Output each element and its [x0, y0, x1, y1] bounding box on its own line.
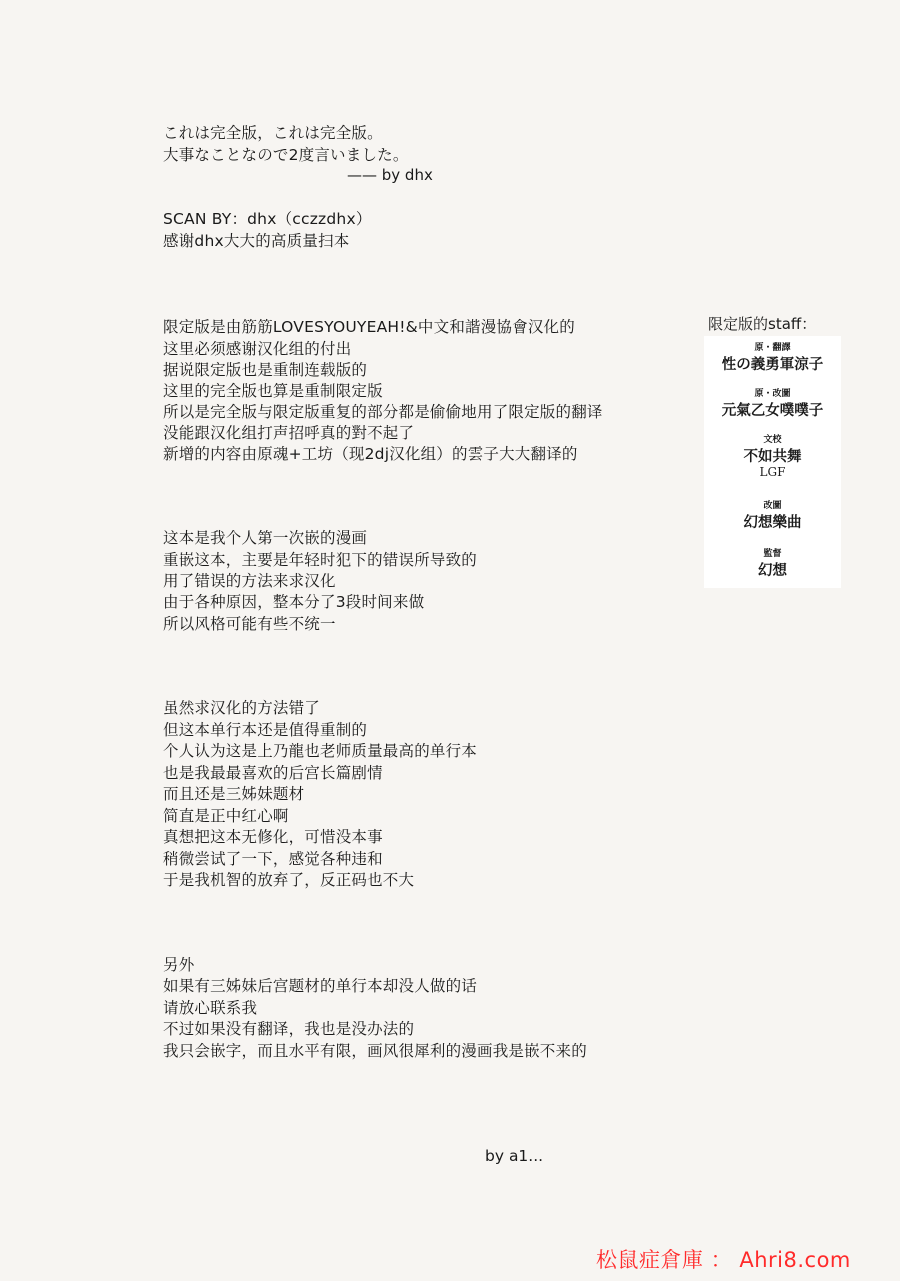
- section3-line: 但这本单行本还是值得重制的: [163, 721, 368, 739]
- staff-credits-box: [704, 336, 841, 588]
- section1-line: 所以是完全版与限定版重复的部分都是偷偷地用了限定版的翻译: [163, 403, 603, 421]
- section4-line: 另外: [163, 956, 195, 974]
- scan-thanks: 感谢dhx大大的高质量扫本: [163, 232, 350, 250]
- staff-role: 文校: [763, 435, 782, 445]
- section4-line: 我只会嵌字，而且水平有限，画风很犀利的漫画我是嵌不来的: [163, 1042, 587, 1060]
- section1-line: 没能跟汉化组打声招呼真的對不起了: [163, 424, 415, 442]
- staff-heading: 限定版的staff：: [708, 315, 817, 333]
- staff-role: 原・翻譯: [754, 343, 791, 353]
- site-watermark: 松鼠症倉庫 ： Ahri8.com: [596, 1248, 851, 1272]
- section2-line: 所以风格可能有些不统一: [163, 615, 336, 633]
- staff-name: 性の義勇軍涼子: [721, 356, 824, 373]
- staff-name: 元氣乙女噗噗子: [721, 402, 824, 419]
- author-signature: by a1...: [485, 1147, 544, 1165]
- intro-signature: —— by dhx: [347, 166, 433, 184]
- intro-line-1: これは完全版，これは完全版。: [163, 124, 383, 142]
- staff-name-alias: LGF: [759, 465, 786, 479]
- section1-line: 据说限定版也是重制连载版的: [163, 361, 368, 379]
- staff-name: 幻想樂曲: [743, 514, 802, 531]
- section3-line: 也是我最最喜欢的后宫长篇剧情: [163, 764, 383, 782]
- staff-name: 幻想: [758, 562, 787, 579]
- section2-line: 用了错误的方法来求汉化: [163, 572, 336, 590]
- section3-line: 而且还是三姊妹题材: [163, 785, 305, 803]
- section1-line: 限定版是由筋筋LOVESYOUYEAH!&中文和諧漫協會汉化的: [163, 318, 575, 336]
- section1-line: 新增的内容由原魂+工坊（现2dj汉化组）的雲子大大翻译的: [163, 445, 578, 463]
- staff-role: 原・改圖: [754, 389, 791, 399]
- section4-line: 不过如果没有翻译，我也是没办法的: [163, 1020, 415, 1038]
- staff-role: 改圖: [763, 501, 782, 511]
- section1-line: 这里的完全版也算是重制限定版: [163, 382, 383, 400]
- staff-name: 不如共舞: [743, 448, 802, 465]
- section3-line: 真想把这本无修化，可惜没本事: [163, 828, 383, 846]
- section1-line: 这里必须感谢汉化组的付出: [163, 340, 352, 358]
- staff-role: 監督: [763, 549, 782, 559]
- section3-line: 虽然求汉化的方法错了: [163, 699, 321, 717]
- section2-line: 重嵌这本，主要是年轻时犯下的错误所导致的: [163, 551, 478, 569]
- section3-line: 个人认为这是上乃龍也老师质量最高的单行本: [163, 742, 478, 760]
- section3-line: 于是我机智的放弃了，反正码也不大: [163, 871, 415, 889]
- section4-line: 请放心联系我: [163, 999, 258, 1017]
- intro-line-2: 大事なことなので2度言いました。: [163, 146, 409, 164]
- section3-line: 简直是正中红心啊: [163, 807, 289, 825]
- section2-line: 由于各种原因，整本分了3段时间来做: [163, 593, 425, 611]
- section3-line: 稍微尝试了一下，感觉各种违和: [163, 850, 383, 868]
- section2-line: 这本是我个人第一次嵌的漫画: [163, 529, 368, 547]
- section4-line: 如果有三姊妹后宫题材的单行本却没人做的话: [163, 977, 478, 995]
- scan-credit: SCAN BY：dhx（cczzdhx）: [163, 210, 372, 228]
